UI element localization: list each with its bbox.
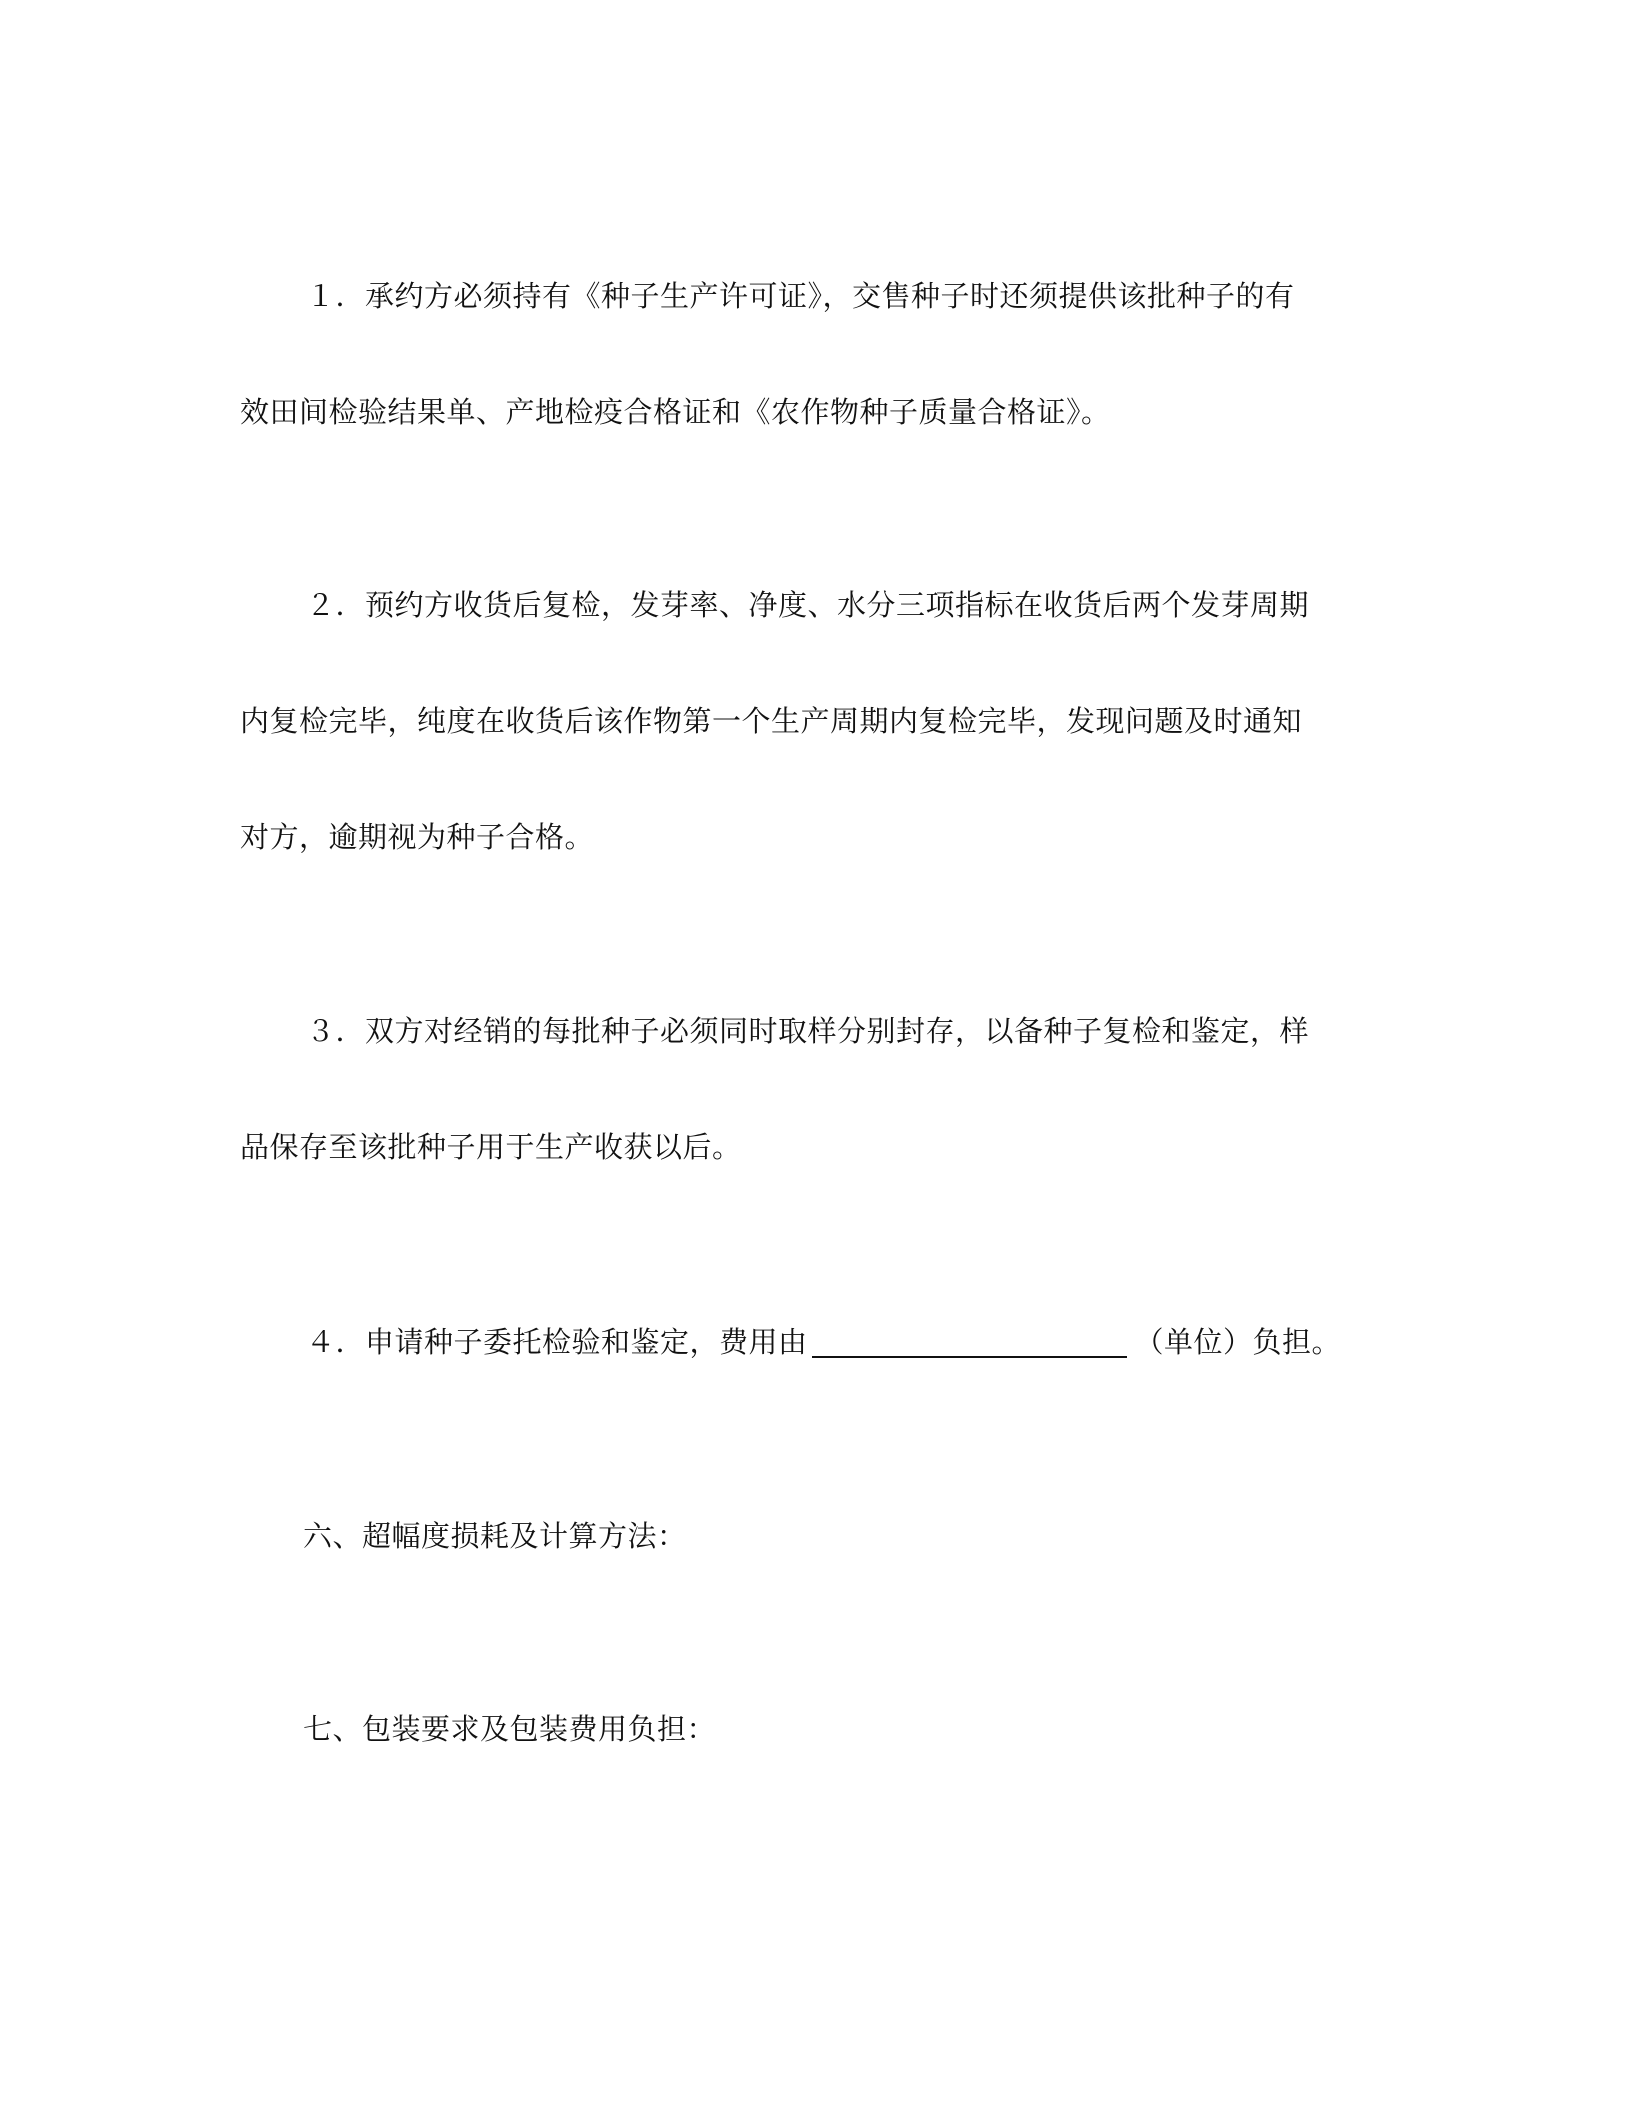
clause-1-line-1: １．承约方必须持有《种子生产许可证》，交售种子时还须提供该批种子的有 xyxy=(306,279,1295,313)
clause-3-line-1: ３．双方对经销的每批种子必须同时取样分别封存，以备种子复检和鉴定，样 xyxy=(306,1014,1310,1048)
section-7-heading: 七、包装要求及包装费用负担： xyxy=(303,1712,717,1746)
clause-1-line-2: 效田间检验结果单、产地检疫合格证和《农作物种子质量合格证》。 xyxy=(240,395,1111,429)
clause-3-line-2: 品保存至该批种子用于生产收获以后。 xyxy=(240,1130,742,1164)
fill-in-blank-line[interactable] xyxy=(812,1328,1127,1358)
clause-4-text-before: ４．申请种子委托检验和鉴定，费用由 xyxy=(306,1325,808,1359)
clause-4-line xyxy=(306,1322,1456,1362)
clause-2-line-1: ２．预约方收货后复检，发芽率、净度、水分三项指标在收货后两个发芽周期 xyxy=(306,588,1310,622)
clause-2-line-3: 对方，逾期视为种子合格。 xyxy=(240,820,595,854)
section-6-heading: 六、超幅度损耗及计算方法： xyxy=(303,1519,687,1553)
clause-4-text-after: （单位）负担。 xyxy=(1134,1325,1342,1359)
clause-2-line-2: 内复检完毕，纯度在收货后该作物第一个生产周期内复检完毕，发现问题及时通知 xyxy=(240,704,1303,738)
